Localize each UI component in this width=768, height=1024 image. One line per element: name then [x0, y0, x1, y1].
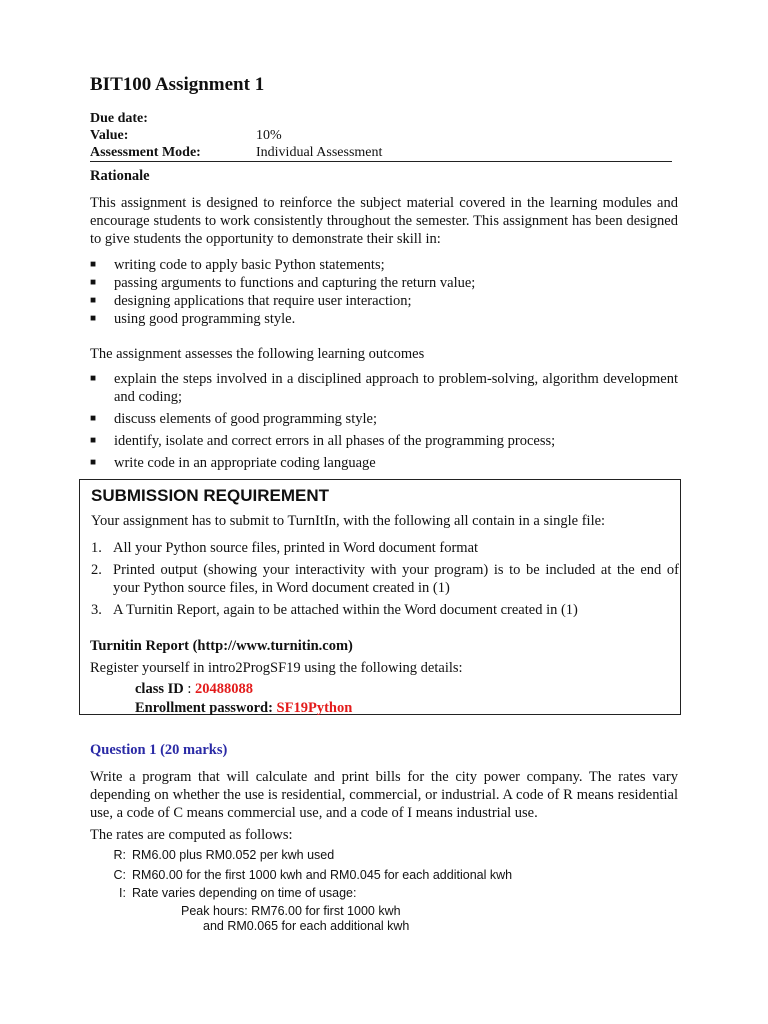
bullet-icon: ■ — [90, 277, 97, 288]
outcomes-intro: The assignment assesses the following learning outcomes — [90, 346, 425, 362]
meta-row-assessment-mode — [90, 144, 672, 161]
rate-residential — [106, 848, 334, 862]
class-id-value: 20488088 — [195, 681, 254, 697]
list-item — [90, 432, 678, 450]
list-item-text: using good programming style. — [114, 311, 296, 327]
rate-peak-additional: and RM0.065 for each additional kwh — [203, 919, 410, 933]
class-id-line — [135, 680, 253, 698]
bullet-icon: ■ — [90, 457, 97, 468]
list-item — [91, 601, 679, 619]
submission-title: SUBMISSION REQUIREMENT — [91, 486, 330, 505]
list-item — [90, 256, 678, 274]
list-item — [90, 274, 678, 292]
meta-value: 10% — [256, 128, 282, 143]
turnitin-register-text: Register yourself in intro2ProgSF19 using the following details: — [90, 660, 463, 676]
list-item-text: write code in an appropriate coding language — [114, 455, 376, 471]
bullet-icon: ■ — [90, 435, 97, 446]
outcomes-list — [90, 370, 678, 476]
rationale-heading: Rationale — [90, 168, 150, 184]
bullet-icon: ■ — [90, 413, 97, 424]
assignment-title: BIT100 Assignment 1 — [90, 74, 265, 95]
list-item — [90, 310, 678, 328]
turnitin-heading: Turnitin Report (http://www.turnitin.com) — [90, 638, 353, 654]
list-item-text: designing applications that require user interaction; — [114, 293, 412, 309]
item-number: 2. — [91, 562, 102, 578]
submission-items — [91, 539, 679, 623]
list-item-text: identify, isolate and correct errors in all phases of the programming process; — [114, 433, 556, 449]
rate-code: C: — [113, 868, 126, 882]
bullet-icon: ■ — [90, 259, 97, 270]
rates-intro: The rates are computed as follows: — [90, 827, 293, 843]
rate-code: R: — [113, 848, 126, 862]
rate-commercial — [106, 868, 512, 882]
password-value: SF19Python — [276, 700, 353, 716]
meta-label: Value: — [90, 128, 129, 143]
bullet-icon: ■ — [90, 313, 97, 324]
item-number: 1. — [91, 540, 102, 556]
list-item — [90, 410, 678, 428]
question-1-heading: Question 1 (20 marks) — [90, 742, 228, 758]
assignment-meta — [90, 110, 672, 161]
rate-text: Rate varies depending on time of usage: — [132, 886, 357, 900]
rate-text: RM60.00 for the first 1000 kwh and RM0.045 for each additional kwh — [132, 868, 513, 882]
rate-peak-hours: Peak hours: RM76.00 for first 1000 kwh — [181, 904, 401, 918]
rate-code: I: — [119, 886, 126, 900]
password-label: Enrollment password — [135, 700, 269, 716]
list-item — [91, 539, 679, 557]
list-item-text: writing code to apply basic Python statements; — [114, 257, 385, 273]
list-item-text: All your Python source files, printed in Word document format — [113, 540, 479, 556]
bullet-icon: ■ — [90, 295, 97, 306]
meta-label: Assessment Mode: — [90, 145, 201, 160]
submission-intro: Your assignment has to submit to TurnItIn, with the following all contain in a single file: — [91, 513, 606, 529]
list-item-text: discuss elements of good programming style; — [114, 411, 377, 427]
meta-label: Due date: — [90, 111, 148, 126]
meta-row-due-date — [90, 110, 672, 127]
list-item-text: A Turnitin Report, again to be attached within the Word document created in (1) — [113, 602, 578, 618]
meta-divider — [90, 161, 672, 162]
list-item — [90, 370, 678, 406]
list-item — [90, 292, 678, 310]
password-separator: : — [268, 700, 277, 716]
question-1-paragraph: Write a program that will calculate and print bills for the city power company. The rates vary depending on whether the use is residential, commercial, or industrial. A code of R means residential use, a code of C means commercial use, and a code of I means industrial use. — [90, 769, 678, 821]
rate-industrial — [106, 886, 356, 900]
class-id-label: class ID — [135, 681, 184, 697]
list-item-text: Printed output (showing your interactivity with your program) is to be included at the end of your Python source files, in Word document created in (1) — [113, 562, 679, 596]
list-item-text: explain the steps involved in a disciplined approach to problem-solving, algorithm development and coding; — [114, 371, 678, 405]
list-item-text: passing arguments to functions and capturing the return value; — [114, 275, 476, 291]
rate-text: RM6.00 plus RM0.052 per kwh used — [132, 848, 335, 862]
password-line — [135, 699, 352, 717]
bullet-icon: ■ — [90, 373, 97, 384]
list-item — [91, 561, 679, 597]
list-item — [90, 454, 678, 472]
skills-list — [90, 256, 678, 328]
class-id-separator: : — [183, 681, 196, 697]
meta-row-value — [90, 127, 672, 144]
meta-value: Individual Assessment — [256, 145, 383, 160]
item-number: 3. — [91, 602, 102, 618]
rationale-paragraph: This assignment is designed to reinforce the subject material covered in the learning modules and encourage students to work consistently throughout the semester. This assignment has been designed to give students the opportunity to demonstrate their skill in: — [90, 195, 678, 247]
